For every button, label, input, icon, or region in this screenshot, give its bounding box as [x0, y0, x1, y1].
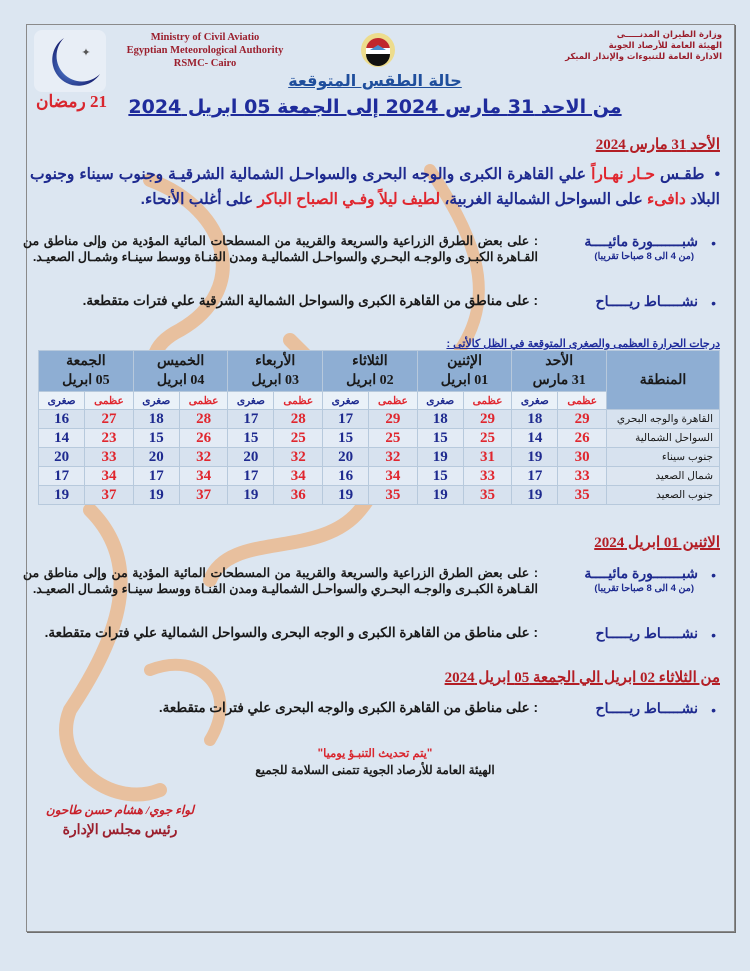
max-temp-cell: 35 [558, 486, 607, 505]
authority-name-en: Egyptian Meteorological Authority [126, 45, 284, 56]
day2-fog-item [23, 565, 716, 615]
max-temp-cell: 33 [558, 467, 607, 486]
table-row [39, 410, 720, 429]
max-temp-cell: 29 [558, 410, 607, 429]
min-temp-cell: 20 [39, 448, 85, 467]
max-temp-cell: 31 [463, 448, 512, 467]
ema-emblem-icon [360, 32, 396, 68]
day1-wind-item [26, 293, 716, 313]
day-header: الجمعة 05 ابريل [39, 351, 134, 392]
max-temp-cell: 32 [369, 448, 418, 467]
summary-segment: علي القاهرة الكبرى والوجه البحرى والسواحـل الشمالية الشرقيـة وجنوب سيناء وجنوب البلاد [30, 166, 720, 208]
safety-wish: الهيئة العامة للأرصاد الجوية تتمنى السلامة للجميع [255, 763, 495, 777]
min-temp-cell: 19 [417, 486, 463, 505]
ministry-name-ar: وزارة الطيران المدنـــــى [616, 30, 722, 40]
bullet-icon: • [711, 702, 716, 718]
min-temp-cell: 20 [323, 448, 369, 467]
min-temp-cell: 15 [417, 467, 463, 486]
max-temp-cell: 37 [85, 486, 134, 505]
max-temp-cell: 35 [369, 486, 418, 505]
max-temp-cell: 37 [179, 486, 228, 505]
min-temp-cell: 14 [512, 429, 558, 448]
max-temp-cell: 26 [179, 429, 228, 448]
min-temp-cell: 18 [512, 410, 558, 429]
day-header: الإثنين 01 ابريل [417, 351, 512, 392]
min-temp-cell: 19 [417, 448, 463, 467]
fog-description: : على بعض الطرق الزراعية والسريعة والقريبة من المسطحات المائية المؤدية من وإلى مناطق من القـاهرة الكبـرى والوجـه البحـري والسواحـل الشماليـة ومدن القنـاة ووسط سينـاء وشمـال الصعيـد. [23, 566, 538, 596]
rsmc-name-en: RSMC- Cairo [173, 58, 237, 69]
region-cell: شمال الصعيد [607, 467, 720, 486]
min-temp-cell: 15 [323, 429, 369, 448]
min-temp-header: صغرى [512, 392, 558, 410]
day1-summary [30, 162, 720, 212]
day2-date-heading: الاثنين 01 ابريل 2024 [594, 535, 720, 551]
min-temp-cell: 19 [133, 486, 179, 505]
max-temp-cell: 23 [85, 429, 134, 448]
region-cell: جنوب سيناء [607, 448, 720, 467]
update-note: "يتم تحديث التنبـؤ يوميا" [317, 748, 433, 760]
min-temp-cell: 14 [39, 429, 85, 448]
wind-description: : على مناطق من القاهرة الكبرى والسواحل الشمالية الشرقية علي فترات متقطعة. [82, 293, 538, 308]
day1-fog-item [23, 233, 716, 283]
max-temp-cell: 33 [463, 467, 512, 486]
summary-segment: لطيف ليلاً وفـي الصباح الباكر [257, 191, 441, 208]
region-cell: السواحل الشمالية [607, 429, 720, 448]
max-temp-header: عظمى [369, 392, 418, 410]
day-header: الأربعاء 03 ابريل [228, 351, 323, 392]
max-temp-cell: 29 [463, 410, 512, 429]
day3-date-heading: من الثلاثاء 02 ابريل الي الجمعة 05 ابريل 2024 [444, 670, 720, 686]
day2-wind-item [26, 625, 716, 645]
table-row [39, 467, 720, 486]
max-temp-cell: 34 [85, 467, 134, 486]
summary-segment: دافىء [647, 191, 686, 208]
max-temp-cell: 25 [274, 429, 323, 448]
max-temp-header: عظمى [179, 392, 228, 410]
region-cell: القاهرة والوجه البحري [607, 410, 720, 429]
bullet-icon: • [711, 567, 716, 583]
svg-text:✦: ✦ [81, 46, 91, 59]
region-header: المنطقة [607, 351, 720, 410]
min-temp-cell: 18 [417, 410, 463, 429]
min-temp-cell: 19 [39, 486, 85, 505]
min-temp-header: صغرى [39, 392, 85, 410]
english-agency-header [120, 31, 290, 70]
summary-segment: طقـس [654, 166, 705, 183]
max-temp-cell: 35 [463, 486, 512, 505]
bullet-icon: • [704, 166, 721, 183]
day-header: الخميس 04 ابريل [133, 351, 228, 392]
max-temp-cell: 29 [369, 410, 418, 429]
max-temp-header: عظمى [274, 392, 323, 410]
arabic-agency-header [492, 30, 722, 63]
max-temp-cell: 34 [274, 467, 323, 486]
day-header: الثلاثاء 02 ابريل [323, 351, 418, 392]
summary-segment: حـار نهـاراً [591, 166, 655, 183]
wind-description: : على مناطق من القاهرة الكبرى و الوجه البحرى والسواحل الشمالية علي فترات متقطعة. [44, 625, 538, 640]
max-temp-cell: 34 [179, 467, 228, 486]
temperature-table [38, 350, 720, 505]
min-temp-cell: 19 [323, 486, 369, 505]
min-temp-cell: 19 [228, 486, 274, 505]
day3-wind-item [26, 700, 716, 720]
bulletin-period: من الاحد 31 مارس 2024 إلى الجمعة 05 ابريل 2024 [128, 96, 622, 118]
min-temp-cell: 19 [512, 486, 558, 505]
max-temp-cell: 36 [274, 486, 323, 505]
min-temp-header: صغرى [228, 392, 274, 410]
min-temp-cell: 17 [512, 467, 558, 486]
min-temp-cell: 20 [228, 448, 274, 467]
signatory-title: رئيس مجلس الإدارة [62, 823, 178, 838]
max-temp-cell: 34 [369, 467, 418, 486]
max-temp-cell: 32 [179, 448, 228, 467]
bullet-icon: • [711, 235, 716, 251]
max-temp-cell: 28 [274, 410, 323, 429]
wind-label: نشـــــاط ريـــــاح [595, 625, 698, 641]
min-temp-cell: 19 [512, 448, 558, 467]
min-temp-header: صغرى [323, 392, 369, 410]
bullet-icon: • [711, 295, 716, 311]
ramadan-day-label: 21 رمضان [36, 92, 107, 111]
wind-label: نشـــــاط ريـــــاح [595, 293, 698, 309]
max-temp-header: عظمى [558, 392, 607, 410]
ministry-name-en: Ministry of Civil Aviatio [150, 32, 260, 43]
fog-description: : على بعض الطرق الزراعية والسريعة والقريبة من المسطحات المائية المؤدية من وإلى مناطق من القـاهرة الكبـرى والوجـه البحـري والسواحـل الشماليـة ومدن القنـاة ووسط سينـاء وشمـال الصعيـد. [23, 234, 538, 264]
max-temp-cell: 28 [179, 410, 228, 429]
min-temp-header: صغرى [417, 392, 463, 410]
max-temp-header: عظمى [85, 392, 134, 410]
temperature-caption: درجات الحرارة العظمى والصغرى المتوقعة في الظل كالأتى : [446, 338, 720, 350]
min-temp-cell: 15 [417, 429, 463, 448]
fog-label: شبـــــــورة مائيــــة [584, 233, 698, 249]
min-temp-cell: 18 [133, 410, 179, 429]
bulletin-title: حالة الطقس المتوقعة [288, 71, 462, 90]
max-temp-cell: 25 [369, 429, 418, 448]
min-temp-cell: 15 [228, 429, 274, 448]
max-temp-cell: 27 [85, 410, 134, 429]
table-row [39, 448, 720, 467]
wind-description: : على مناطق من القاهرة الكبرى والوجه البحرى علي فترات متقطعة. [158, 700, 538, 715]
max-temp-cell: 26 [558, 429, 607, 448]
max-temp-cell: 33 [85, 448, 134, 467]
max-temp-cell: 30 [558, 448, 607, 467]
min-temp-cell: 17 [133, 467, 179, 486]
min-temp-cell: 20 [133, 448, 179, 467]
min-temp-cell: 15 [133, 429, 179, 448]
region-cell: جنوب الصعيد [607, 486, 720, 505]
min-temp-cell: 16 [323, 467, 369, 486]
min-temp-cell: 17 [323, 410, 369, 429]
summary-segment: على أغلب الأنحاء. [140, 191, 258, 208]
day1-summary-text [30, 166, 720, 208]
table-row [39, 486, 720, 505]
department-name-ar: الادارة العامة للتنبوءات والإنذار المبكر [565, 52, 722, 62]
min-temp-header: صغرى [133, 392, 179, 410]
signatory-name: لواء جوي/ هشام حسن طاحون [45, 803, 195, 817]
summary-segment: على السواحل الشمالية الغربية، [440, 191, 647, 208]
min-temp-cell: 16 [39, 410, 85, 429]
day-header: الأحد 31 مارس [512, 351, 607, 392]
table-row [39, 429, 720, 448]
fog-time: (من 4 الى 8 صباحا تقريبا) [594, 583, 694, 594]
max-temp-header: عظمى [463, 392, 512, 410]
max-temp-cell: 32 [274, 448, 323, 467]
fog-time: (من 4 الى 8 صباحا تقريبا) [594, 251, 694, 262]
authority-name-ar: الهيئة العامة للأرصاد الجوية [608, 41, 722, 51]
bullet-icon: • [711, 627, 716, 643]
min-temp-cell: 17 [228, 467, 274, 486]
day1-date-heading: الأحد 31 مارس 2024 [595, 137, 720, 153]
max-temp-cell: 25 [463, 429, 512, 448]
min-temp-cell: 17 [228, 410, 274, 429]
wind-label: نشـــــاط ريـــــاح [595, 700, 698, 716]
fog-label: شبـــــــورة مائيــــة [584, 565, 698, 581]
min-temp-cell: 17 [39, 467, 85, 486]
